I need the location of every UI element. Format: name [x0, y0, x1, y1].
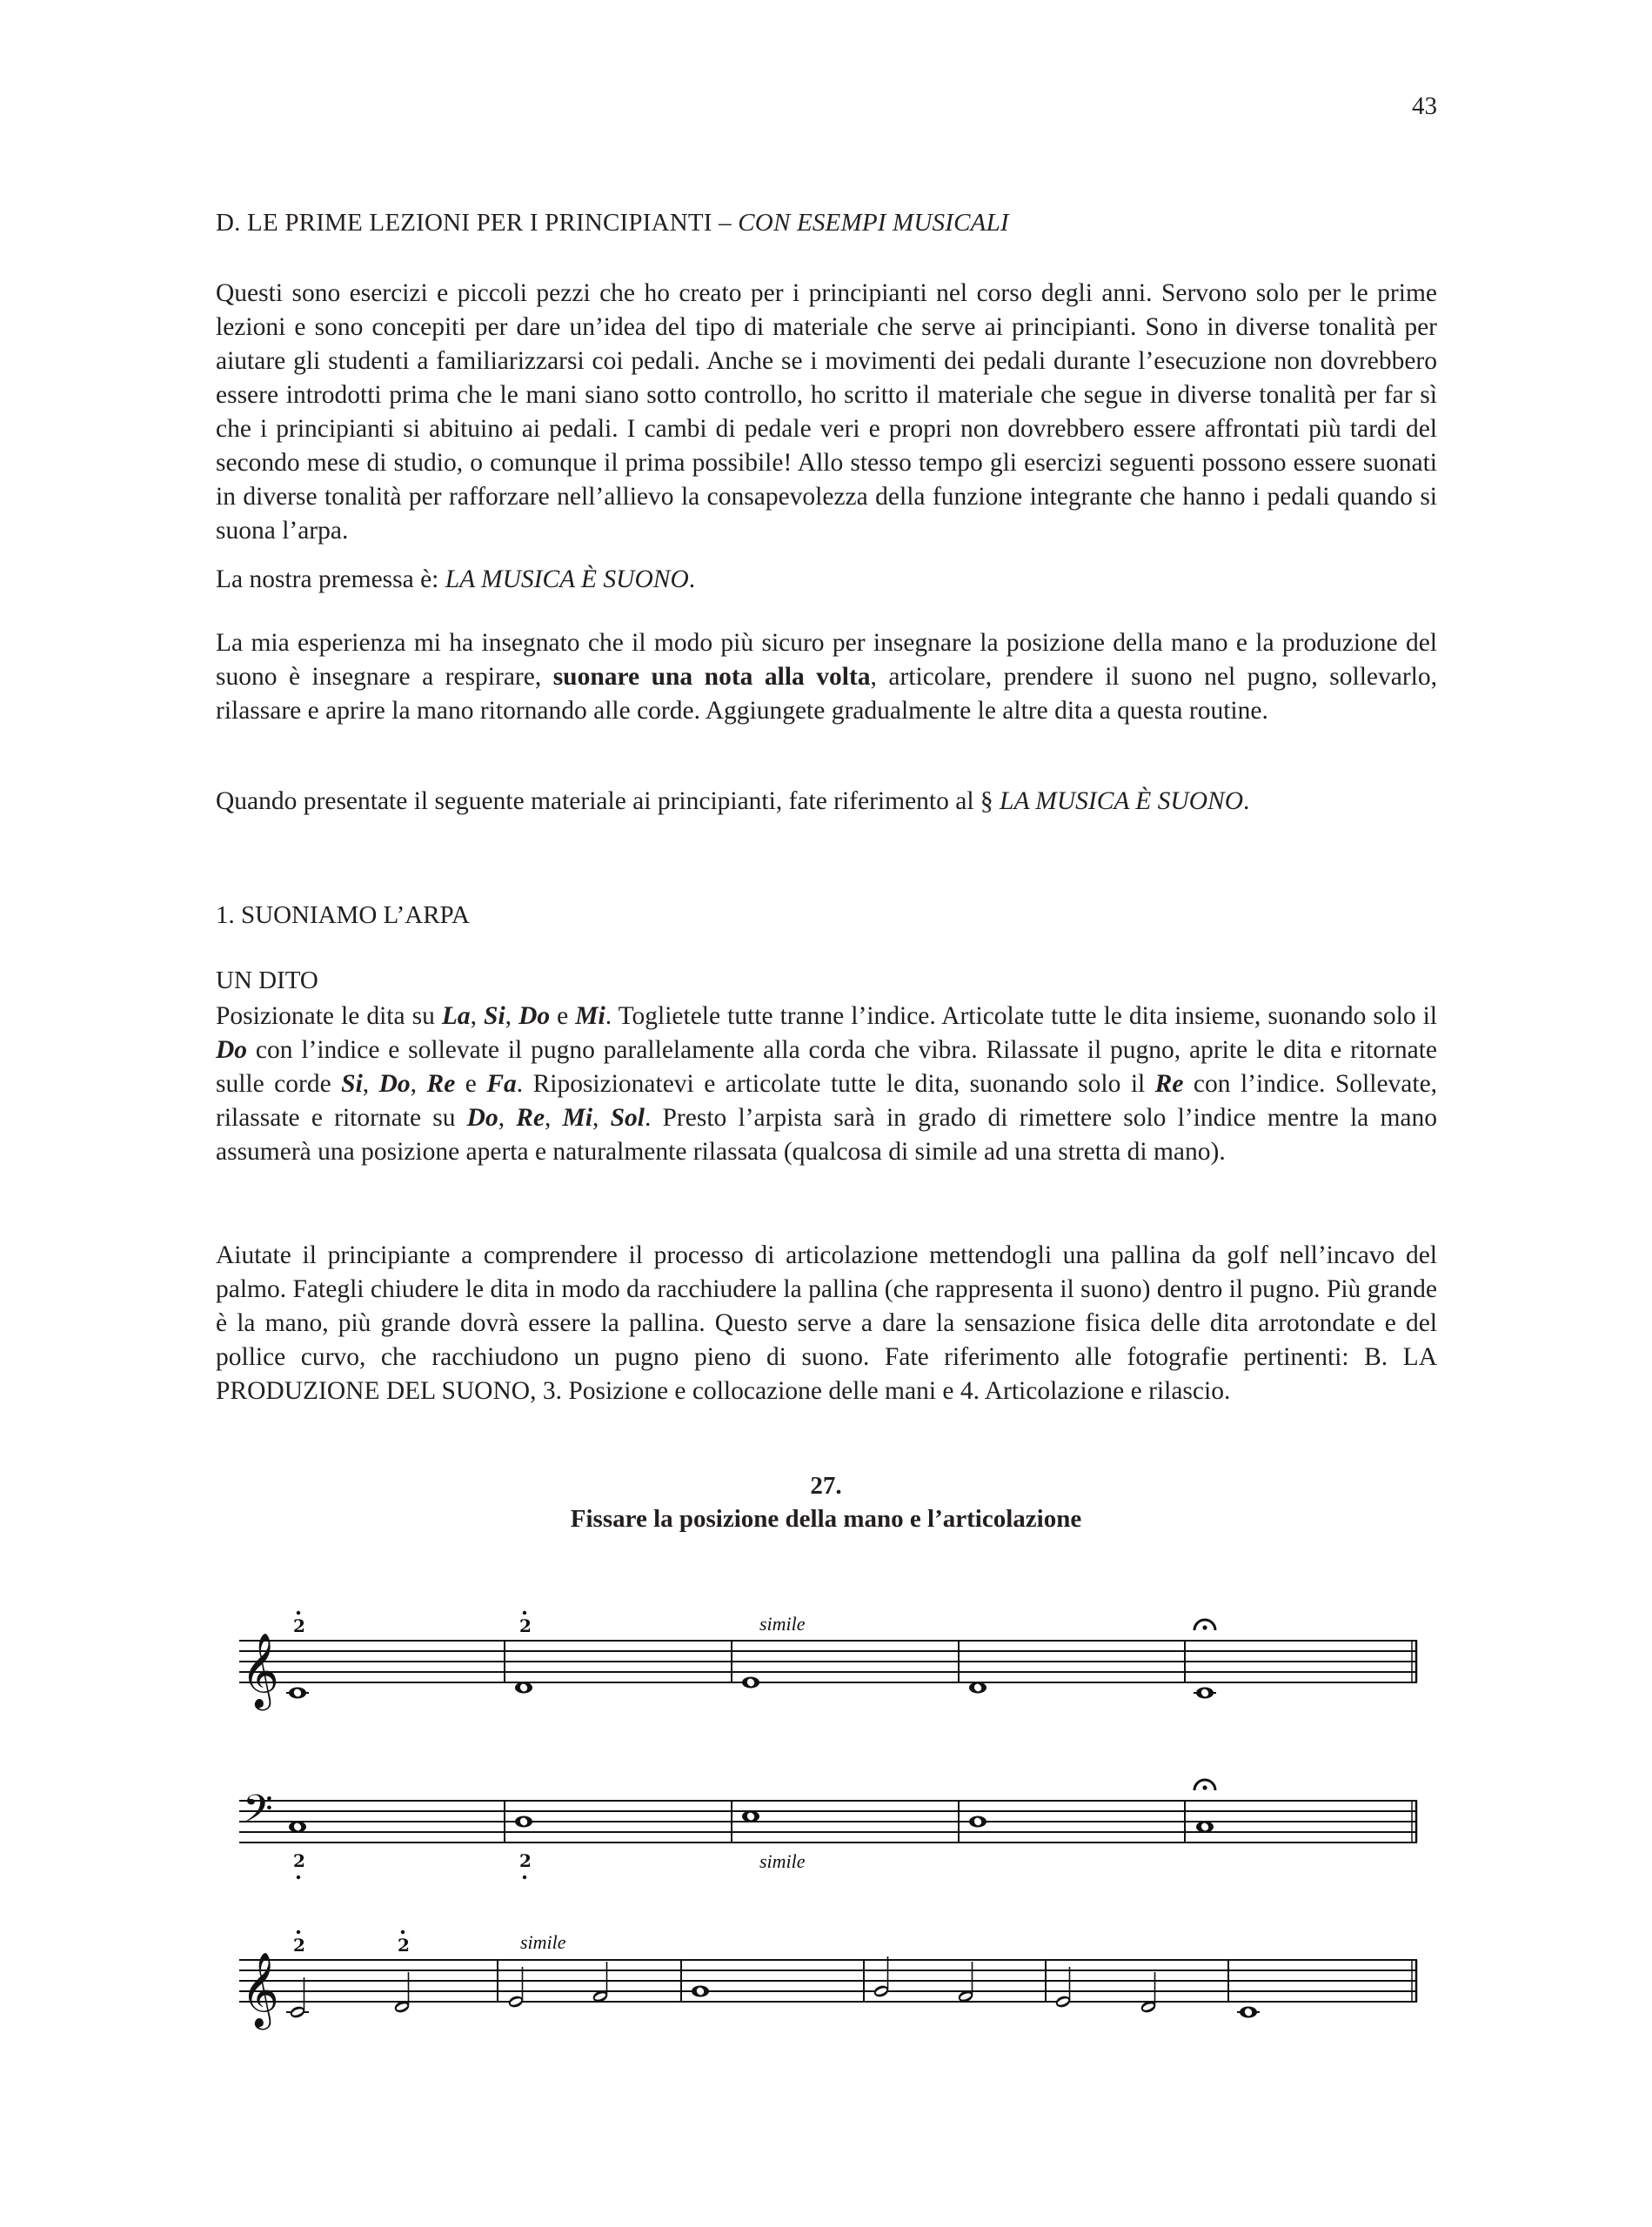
whole-note [515, 1816, 532, 1828]
note-name: La [441, 1002, 471, 1030]
staccato-dot-icon [523, 1611, 526, 1615]
simile-marking: simile [520, 1931, 566, 1953]
staccato-dot-icon [297, 1876, 300, 1879]
note-name: Re [426, 1070, 456, 1098]
intro-paragraph-text: Questi sono esercizi e piccoli pezzi che ho creato per i principianti nel corso degli anni. Servono solo per le prime lezioni e sono concepiti per dare un’idea del tipo di materiale che serve ai principianti. Sono in diverse tonalità per aiutare gli studenti a familiarizzarsi coi pedali. Anche se i movimenti dei pedali durante l’esecuzione non dovrebbero essere introdotti prima che le mani siano sotto controllo, ho scritto il materiale che segue in diverse tonalità per far sì che i principianti si abituino ai pedali. I cambi di pedale veri e propri non dovrebbero essere affrontati più tardi del secondo mese di studio, o comunque il prima possibile! Allo stesso tempo gli esercizi seguenti possono essere suonati in diverse tonalità per rafforzare nell’allievo la consapevolezza della funzione integrante che hanno i pedali quando si suona l’arpa. [216, 279, 1437, 545]
note-name: Do [518, 1002, 551, 1030]
note-name: Fa [486, 1070, 517, 1098]
whole-note [742, 1811, 759, 1822]
whole-note [289, 1822, 306, 1833]
note-name: Si [484, 1002, 505, 1030]
staccato-dot-icon [523, 1876, 526, 1879]
whole-note [289, 1688, 306, 1699]
premise-text: La nostra premessa è: [216, 565, 445, 593]
whole-note [692, 1986, 709, 1997]
experience-before: La mia esperienza mi ha insegnato che il modo più sicuro per insegnare la posizione della mano e la produzione del suono è insegnare a respirare, [216, 629, 1437, 691]
note-name: Do [378, 1070, 411, 1098]
note-name: Re [516, 1104, 545, 1132]
text-run: e [455, 1070, 487, 1098]
note-name: Re [1154, 1070, 1184, 1098]
text-run: , [410, 1070, 427, 1098]
text-run: . Riposizionatevi e articolate tutte le dita, suonando solo il [516, 1070, 1155, 1098]
premise-italic: LA MUSICA È SUONO [445, 565, 689, 593]
text-run: , [470, 1002, 485, 1030]
whole-note [742, 1677, 759, 1689]
reference-italic: LA MUSICA È SUONO [1000, 787, 1244, 815]
note-name: Do [466, 1104, 498, 1132]
experience-bold: suonare una nota alla volta [552, 663, 871, 691]
note-name: Mi [562, 1104, 593, 1132]
text-run: . Presto l’arpista sarà in grado di rimettere solo l’indice mentre la mano assumerà una posizione aperta e naturalmente rilassata (qualcosa di simile ad una stretta di mano). [216, 1104, 1437, 1166]
text-run: , [592, 1104, 611, 1132]
example-number: 27. [810, 1472, 842, 1500]
treble-clef-icon: 𝄞 [241, 1633, 279, 1708]
text-run: , [505, 1002, 519, 1030]
text-run: , [362, 1070, 379, 1098]
reference-text: Quando presentate il seguente materiale ai principianti, fate riferimento al § [216, 787, 1000, 815]
staccato-dot-icon [401, 1930, 405, 1934]
text-run: con l’indice e sollevate il pugno parallelamente alla corda che vibra. Rilassate il pugno, aprite le dita e ritornate sulle corde [216, 1036, 1437, 1098]
note-name: Sol [610, 1104, 645, 1132]
text-run: con l’indice. Sollevate, rilassate e ritornate su [216, 1070, 1438, 1132]
whole-note [1196, 1822, 1214, 1833]
experience-after: , articolare, prendere il suono nel pugno, sollevarlo, rilassare e aprire la mano ritornando alle corde. Aggiungete gradualmente le altre dita a questa routine. [216, 663, 1437, 725]
premise-end: . [688, 565, 696, 593]
whole-note [515, 1682, 532, 1694]
treble-clef-icon: 𝄞 [241, 1952, 279, 2027]
note-name: Mi [575, 1002, 605, 1030]
bass-clef-icon: 𝄢 [243, 1786, 273, 1841]
text-run: e [550, 1002, 576, 1030]
fermata-dot-icon [1202, 1625, 1207, 1629]
reference-end: . [1243, 787, 1250, 815]
text-run: Posizionate le dita su [216, 1002, 442, 1030]
whole-note [969, 1816, 987, 1828]
fingering-number: 2 [293, 1850, 305, 1871]
text-run: , [498, 1104, 517, 1132]
fingering-number: 2 [293, 1935, 305, 1956]
fermata-dot-icon [1202, 1785, 1207, 1789]
section-title-text: D. LE PRIME LEZIONI PER I PRINCIPIANTI – [216, 209, 739, 237]
whole-note [1240, 2007, 1257, 2018]
subsection-title: 1. SUONIAMO L’ARPA [216, 901, 470, 929]
fingering-number: 2 [519, 1615, 532, 1636]
whole-note [969, 1682, 987, 1694]
un-dito-heading: UN DITO [216, 966, 318, 994]
page-number: 43 [1412, 92, 1437, 120]
golf-ball-paragraph-text: Aiutate il principiante a comprendere il processo di articolazione mettendogli una pallina da golf nell’incavo del palmo. Fategli chiudere le dita in modo da racchiudere la pallina (che rappresenta il suono) dentro il pugno. Più grande è la mano, più grande dovrà essere la pallina. Questo serve a dare la sensazione fisica delle dita arrotondate e del pollice curvo, che racchiudono un pugno pieno di suono. Fate riferimento alle fotografie pertinenti: B. LA PRODUZIONE DEL SUONO, 3. Posizione e collocazione delle mani e 4. Articolazione e rilascio. [216, 1241, 1437, 1405]
fingering-number: 2 [398, 1935, 410, 1956]
note-name: Do [216, 1036, 248, 1064]
text-run: , [545, 1104, 563, 1132]
staccato-dot-icon [297, 1611, 300, 1615]
whole-note [1196, 1688, 1214, 1699]
section-title-italic: CON ESEMPI MUSICALI [738, 209, 1009, 237]
fingering-number: 2 [519, 1850, 532, 1871]
example-title: Fissare la posizione della mano e l’articolazione [570, 1505, 1082, 1533]
note-name: Si [341, 1070, 363, 1098]
fingering-number: 2 [293, 1615, 305, 1636]
simile-marking: simile [759, 1850, 806, 1872]
staccato-dot-icon [297, 1930, 300, 1934]
text-run: . Toglietele tutte tranne l’indice. Articolate tutte le dita insieme, suonando solo il [605, 1002, 1438, 1030]
simile-marking: simile [759, 1613, 806, 1635]
